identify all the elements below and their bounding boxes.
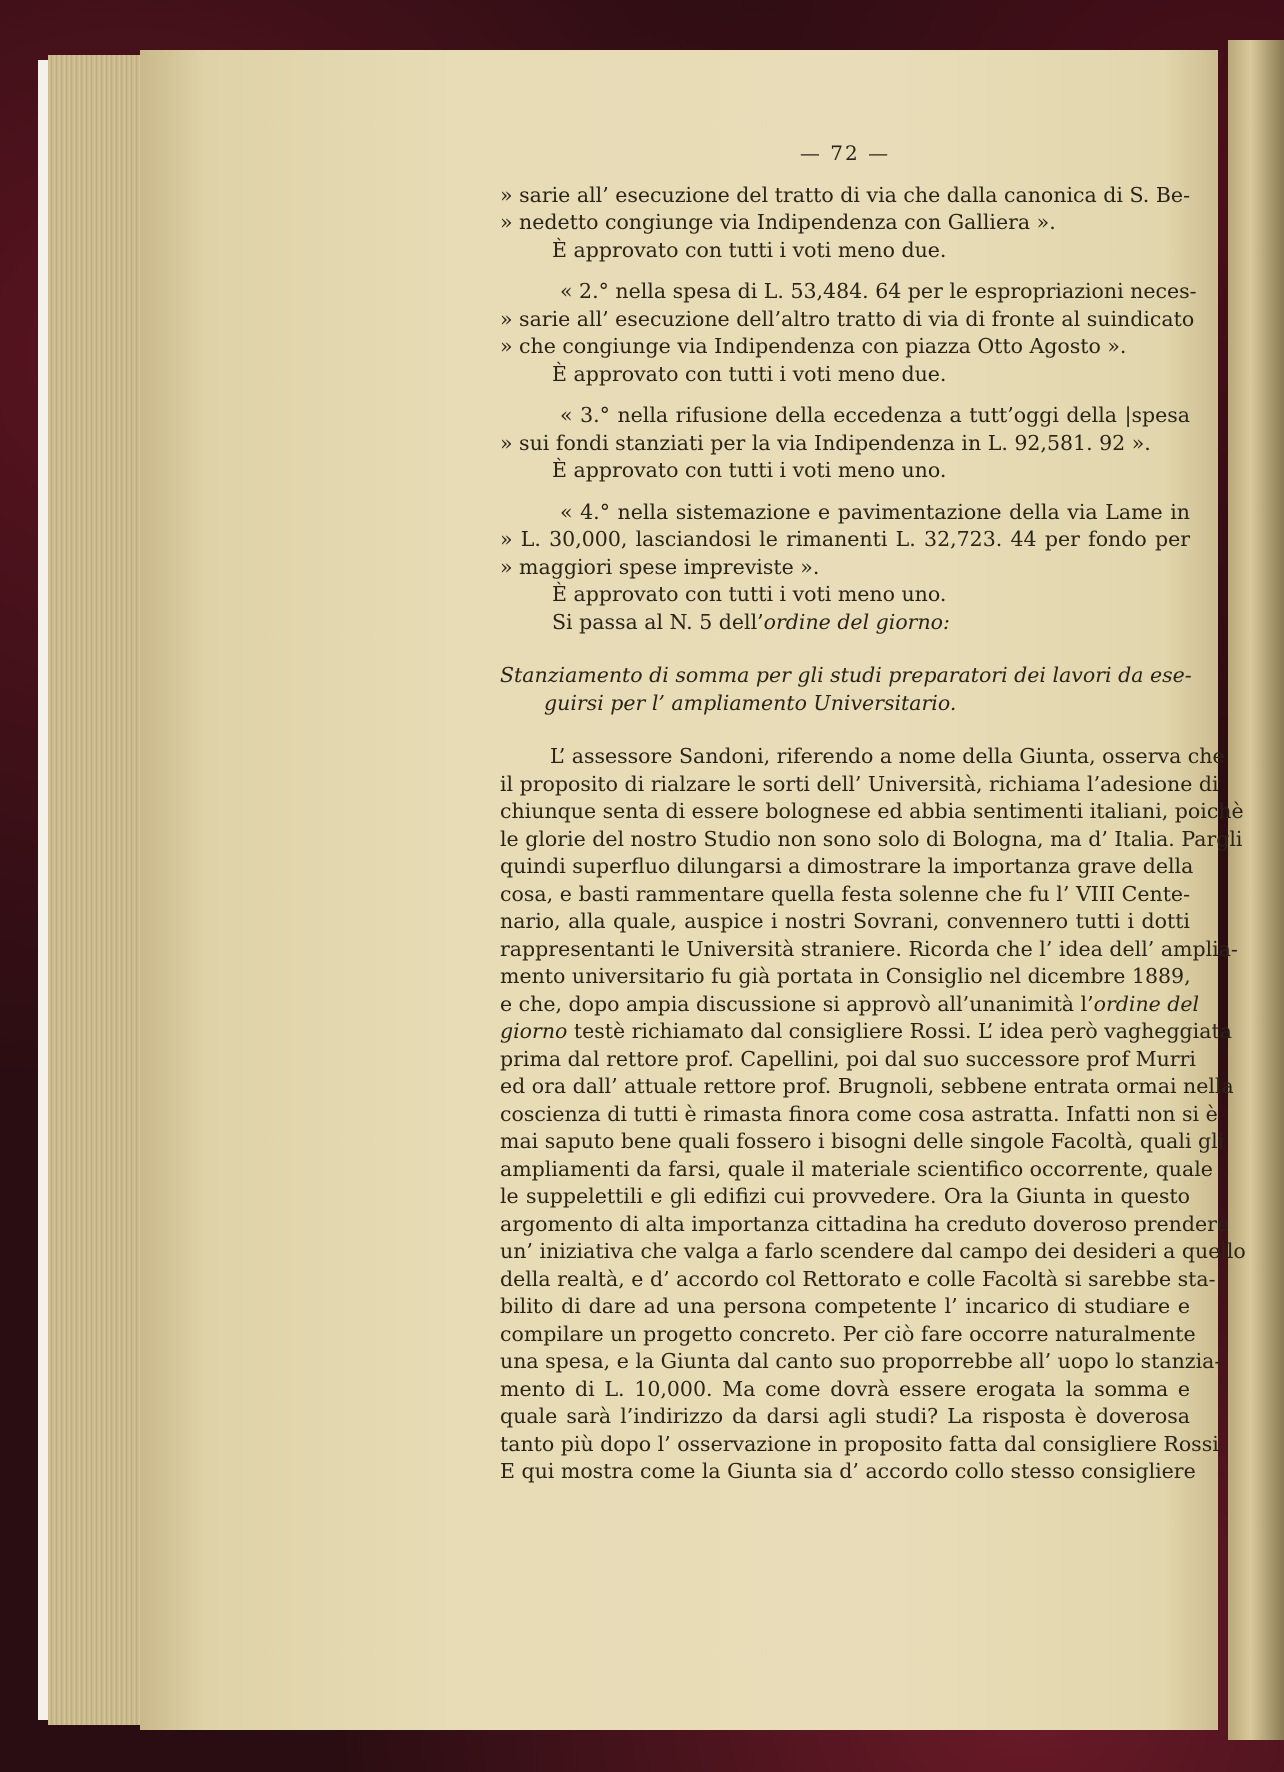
spacer (500, 264, 1190, 278)
line-text: » che congiunge via Indipendenza con piazza Otto Agosto ». (500, 334, 1127, 358)
line-text: « 3.° nella rifusione della eccedenza a tutt’oggi della |spesa (560, 403, 1190, 427)
text-line (500, 798, 1244, 826)
line-text: guirsi per l’ ampliamento Universitario. (544, 690, 957, 715)
text-line (500, 237, 1190, 265)
spacer (500, 485, 1190, 499)
text-line (500, 499, 1190, 527)
text-line (500, 1046, 1196, 1074)
section-heading-line (500, 662, 1190, 690)
line-text: bilito di dare ad una persona competente l’ incarico di studiare e (500, 1294, 1190, 1318)
line-text: nario, alla quale, auspice i nostri Sovrani, convennero tutti i dotti (500, 909, 1190, 933)
line-text: È approvato con tutti i voti meno due. (552, 237, 947, 262)
text-line (500, 881, 1190, 909)
spacer (500, 388, 1190, 402)
italic-text: giorno (500, 1019, 568, 1043)
line-text: È approvato con tutti i voti meno uno. (552, 582, 947, 606)
text-line (500, 743, 1225, 771)
facing-page-edge (1228, 40, 1284, 1740)
text-line (500, 771, 1219, 799)
line-text: ampliamenti da farsi, quale il materiale scientifico occorrente, quale (500, 1156, 1213, 1181)
line-text: È approvato con tutti i voti meno uno. (552, 458, 947, 482)
page-text (500, 140, 1246, 1486)
text-line (500, 908, 1190, 936)
text-line (500, 278, 1197, 306)
text-line (500, 1156, 1213, 1184)
text-line (500, 306, 1195, 334)
line-text: coscienza di tutti è rimasta finora come cosa astratta. Infatti non si è (500, 1101, 1218, 1126)
text-line (500, 1376, 1190, 1404)
text-line (500, 430, 1190, 458)
text-line (500, 826, 1243, 854)
text-line (500, 1238, 1246, 1266)
text-line (500, 1403, 1190, 1431)
text-line (500, 457, 1190, 485)
text-line (500, 1458, 1196, 1486)
page-number: — 72 — (799, 141, 891, 165)
text-line (500, 609, 1190, 637)
line-text: chiunque senta di essere bolognese ed abbia sentimenti italiani, poichè (500, 799, 1244, 823)
text-line (500, 1018, 1232, 1046)
line-text: il proposito di rialzare le sorti dell’ Università, richiama l’adesione di (500, 771, 1219, 796)
page-stack-edges (48, 55, 143, 1725)
line-text: » L. 30,000, lasciandosi le rimanenti L. 32,723. 44 per fondo per (500, 527, 1190, 551)
text-line (500, 1431, 1226, 1459)
line-text: tanto più dopo l’ osservazione in proposito fatta dal consigliere Rossi. (500, 1431, 1226, 1456)
text-line (500, 1101, 1218, 1129)
text-line (500, 526, 1190, 554)
line-text: prima dal rettore prof. Capellini, poi dal suo successore prof Murri (500, 1046, 1196, 1071)
text-line (500, 853, 1194, 881)
white-flyleaf-edge (38, 60, 48, 1720)
text-line (500, 209, 1190, 237)
line-text: » nedetto congiunge via Indipendenza con Galliera ». (500, 210, 1056, 234)
line-text: argomento di alta importanza cittadina ha creduto doveroso prendere (500, 1211, 1230, 1236)
line-text: della realtà, e d’ accordo col Rettorato e colle Facoltà si sarebbe sta- (500, 1266, 1216, 1291)
line-text: » maggiori spese impreviste ». (500, 554, 820, 579)
line-text: una spesa, e la Giunta dal canto suo proporrebbe all’ uopo lo stanzia- (500, 1349, 1222, 1373)
text-line (500, 182, 1190, 210)
line-text: quindi superfluo dilungarsi a dimostrare la importanza grave della (500, 854, 1194, 878)
text-line (500, 963, 1190, 991)
line-text: rappresentanti le Università straniere. Ricorda che l’ idea dell’ amplia- (500, 936, 1238, 961)
text-blocks (500, 182, 1246, 1486)
italic-text: ordine del (1093, 991, 1200, 1016)
line-text: È approvato con tutti i voti meno due. (552, 361, 947, 386)
text-line (500, 1293, 1190, 1321)
section-heading-line (500, 690, 1190, 718)
line-text: Stanziamento di somma per gli studi preparatori dei lavori da ese- (500, 663, 1192, 687)
line-text: « 2.° nella spesa di L. 53,484. 64 per le espropriazioni neces- (560, 279, 1197, 303)
text-line (500, 554, 1190, 582)
text-line (500, 936, 1238, 964)
text-line (500, 1211, 1230, 1239)
line-text: le suppelettili e gli edifizi cui provvedere. Ora la Giunta in questo (500, 1184, 1190, 1208)
line-text: » sarie all’ esecuzione dell’altro tratto di via di fronte al suindicato (500, 306, 1195, 331)
text-line (500, 402, 1190, 430)
text-line (500, 581, 1190, 609)
text-line (500, 1266, 1216, 1294)
line-text: ed ora dall’ attuale rettore prof. Brugnoli, sebbene entrata ormai nella (500, 1074, 1234, 1098)
line-text: mento di L. 10,000. Ma come dovrà essere erogata la somma e (500, 1376, 1190, 1401)
line-text: cosa, e basti rammentare quella festa solenne che fu l’ VIII Cente- (500, 881, 1190, 906)
text-line (500, 1128, 1225, 1156)
line-text: » sarie all’ esecuzione del tratto di via che dalla canonica di S. Be- (500, 182, 1190, 207)
text-line (500, 1348, 1222, 1376)
line-text: quale sarà l’indirizzo da darsi agli studi? La risposta è doverosa (500, 1404, 1190, 1428)
line-text: mento universitario fu già portata in Consiglio nel dicembre 1889, (500, 964, 1191, 988)
line-text: » sui fondi stanziati per la via Indipendenza in L. 92,581. 92 ». (500, 430, 1151, 455)
line-text: un’ iniziativa che valga a farlo scendere dal campo dei desideri a quello (500, 1239, 1246, 1263)
line-text: E qui mostra come la Giunta sia d’ accordo collo stesso consigliere (500, 1459, 1196, 1483)
text-line (500, 1073, 1234, 1101)
italic-text: ordine del giorno: (763, 609, 950, 634)
line-text: L’ assessore Sandoni, riferendo a nome della Giunta, osserva che (550, 744, 1225, 768)
text-line (500, 333, 1190, 361)
text-line (500, 1183, 1190, 1211)
line-text: e che, dopo ampia discussione si approvò all’unanimità l’ (500, 991, 1094, 1016)
line-text: Si passa al N. 5 dell’ (552, 609, 764, 634)
text-line (500, 991, 1200, 1019)
text-line (500, 1321, 1196, 1349)
spacer (500, 717, 1190, 743)
line-text: mai saputo bene quali fossero i bisogni delle singole Facoltà, quali gli (500, 1129, 1225, 1153)
line-text: testè richiamato dal consigliere Rossi. L’ idea però vagheggiata (567, 1019, 1232, 1043)
line-text: le glorie del nostro Studio non sono solo di Bologna, ma d’ Italia. Pargli (500, 826, 1243, 851)
line-text: « 4.° nella sistemazione e pavimentazione della via Lame in (560, 499, 1190, 524)
line-text: compilare un progetto concreto. Per ciò fare occorre naturalmente (500, 1321, 1196, 1346)
text-line (500, 361, 1190, 389)
spacer (500, 636, 1190, 662)
